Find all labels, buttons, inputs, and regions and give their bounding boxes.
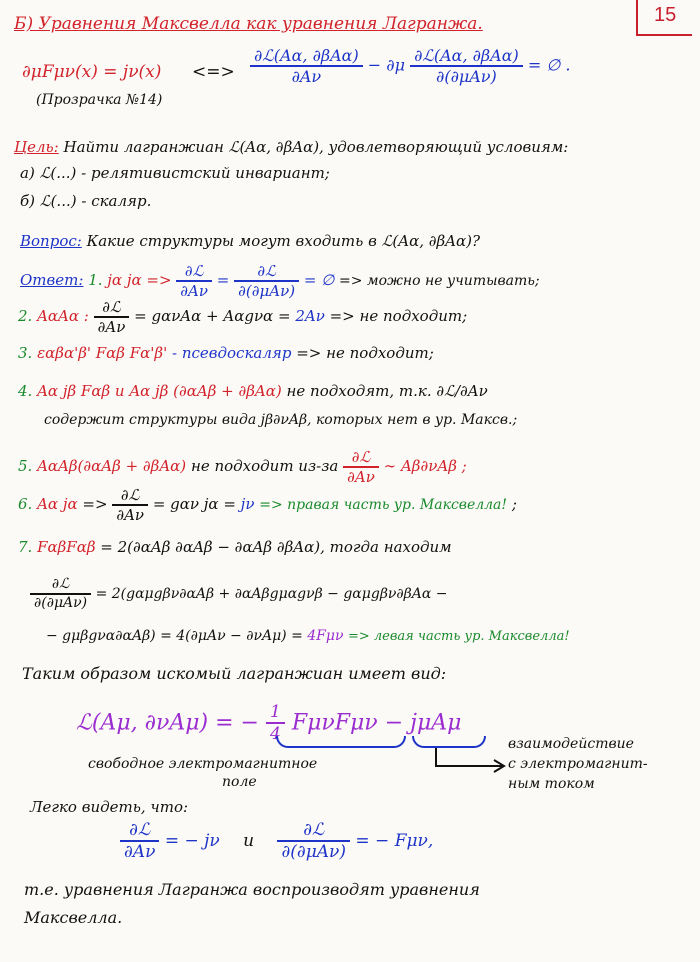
maxwell-equation: ∂μFμν(x) = jν(x) [22, 62, 162, 82]
lagrangian-interaction-term: jμAμ [410, 710, 462, 736]
item6-fraction-den: ∂Aν [116, 506, 145, 524]
closing-line-1: т.е. уравнения Лагранжа воспроизводят уравнения [24, 880, 480, 899]
condition-a: а) ℒ(...) - релятивистский инвариант; [20, 164, 330, 182]
item1-equals: = [216, 271, 230, 289]
lagrangian-coef-den: 4 [269, 724, 281, 745]
item5-fraction-den: ∂Aν [347, 468, 375, 486]
lagrange-equation [250, 46, 570, 86]
lagrange-term1-numerator: ∂ℒ(Aα, ∂βAα) [250, 46, 363, 67]
item1-result: = ∅ [303, 271, 335, 289]
item6-end: ; [511, 495, 517, 513]
item2-expression: AαAα : [37, 307, 89, 325]
interaction-label-3: ным током [508, 776, 595, 792]
final-frac1-num: ∂ℒ [120, 820, 159, 842]
equivalence-arrow: <=> [192, 62, 235, 82]
question-text: Какие структуры могут входить в ℒ(Aα, ∂βAα)? [86, 232, 481, 250]
item6-fraction [112, 486, 148, 524]
item1-fraction2 [234, 262, 299, 300]
lagrange-term2-denominator: ∂(∂μAν) [436, 67, 497, 87]
final-frac1-den: ∂Aν [124, 842, 156, 863]
lagrange-term1-fraction [250, 46, 363, 86]
item5-text: не подходит из-за [190, 457, 339, 475]
interaction-label-2: с электромагнит- [508, 756, 648, 772]
item3-text: => не подходит; [296, 344, 434, 362]
final-eq2: = − Fμν, [355, 830, 434, 851]
item7-number: 7. [18, 538, 33, 556]
item7-line3-text: − gμβgνα∂αAβ) = 4(∂μAν − ∂νAμ) = [46, 628, 303, 644]
item6-mid: = gαν jα = [152, 495, 236, 513]
goal-label: Цель: [14, 138, 59, 156]
item7-line2 [30, 576, 448, 612]
section-title: Б) Уравнения Максвелла как уравнения Лагранжа. [14, 14, 483, 34]
item1-fraction-num: ∂ℒ [176, 262, 212, 282]
item2-number: 2. [18, 307, 33, 325]
final-frac2-den: ∂(∂μAν) [281, 842, 346, 863]
page-number: 15 [654, 4, 677, 26]
answer-item-4 [18, 382, 488, 400]
answer-item-5 [18, 448, 467, 486]
item7-fraction [30, 576, 91, 612]
item2-text: => не подходит; [329, 307, 468, 325]
closing-line-2: Максвелла. [24, 908, 123, 927]
item1-fraction2-den: ∂(∂μAν) [238, 282, 296, 300]
item6-j: jν [240, 495, 255, 513]
item3-expression: εαβα'β' Fαβ Fα'β' [37, 344, 168, 362]
item1-fraction [176, 262, 212, 300]
answer-item-2 [18, 298, 467, 336]
item3-pseudoscalar: псевдоскаляр [181, 344, 292, 362]
lagrangian-field-term: FμνFμν [291, 710, 378, 736]
final-frac2-num: ∂ℒ [277, 820, 350, 842]
goal-text: Найти лагранжиан ℒ(Aα, ∂βAα), удовлетворяющий условиям: [63, 138, 569, 156]
item4-expression: Aα jβ Fαβ и Aα jβ (∂αAβ + ∂βAα) [37, 382, 282, 400]
conclusion-line: Таким образом искомый лагранжиан имеет вид: [22, 664, 447, 683]
item4-line2: содержит структуры вида jβ∂νAβ, которых нет в ур. Максв.; [44, 412, 518, 428]
final-frac2 [277, 820, 350, 863]
item5-expression: AαAβ(∂αAβ + ∂βAα) [37, 457, 187, 475]
answer-item-7 [18, 538, 452, 556]
item6-expression: Aα jα [37, 495, 78, 513]
item2-rhs: = gανAα + Aαgνα = [134, 307, 291, 325]
item4-number: 4. [18, 382, 33, 400]
item7-tail: => левая часть ур. Максвелла! [347, 629, 570, 644]
free-field-brace [276, 736, 406, 748]
item6-text: => правая часть ур. Максвелла! [259, 497, 508, 513]
goal-line [14, 138, 568, 156]
item1-text: => можно не учитывать; [339, 273, 540, 289]
answer-item-1 [20, 262, 540, 300]
item2-result: 2Aν [295, 307, 325, 325]
item7-line3 [46, 628, 570, 644]
lagrange-rhs: = ∅ . [527, 55, 571, 75]
item5-tail: ∼ Aβ∂νAβ ; [383, 457, 467, 475]
item1-fraction2-num: ∂ℒ [234, 262, 299, 282]
item6-fraction-num: ∂ℒ [112, 486, 148, 506]
easy-to-see: Легко видеть, что: [30, 798, 189, 816]
item7-result: 4Fμν [307, 628, 344, 644]
item1-fraction-den: ∂Aν [180, 282, 209, 300]
item2-fraction [94, 298, 130, 336]
item5-number: 5. [18, 457, 33, 475]
item7-text: тогда находим [329, 538, 452, 556]
item2-fraction-num: ∂ℒ [94, 298, 130, 318]
item5-fraction [343, 448, 379, 486]
final-frac1 [120, 820, 159, 863]
item6-number: 6. [18, 495, 33, 513]
answer-item-3 [18, 344, 434, 362]
free-field-label-2: поле [222, 774, 257, 790]
item7-line2-text: = 2(gαμgβν∂αAβ + ∂αAβgμαgνβ − gαμgβν∂βAα − [95, 585, 448, 602]
item2-fraction-den: ∂Aν [97, 318, 126, 336]
item7-expression: FαβFαβ [37, 538, 96, 556]
final-eq1: = − jν [164, 830, 220, 851]
lagrange-term2-fraction [410, 46, 523, 86]
item6-arrow: => [82, 495, 108, 513]
item5-fraction-num: ∂ℒ [343, 448, 379, 468]
question-label: Вопрос: [20, 232, 82, 250]
answer-label: Ответ: [20, 271, 84, 289]
lagrangian-coef-num: 1 [266, 702, 285, 724]
lagrange-term2-numerator: ∂ℒ(Aα, ∂βAα) [410, 46, 523, 67]
final-derivatives [120, 820, 433, 863]
lagrangian-lhs: ℒ(Aμ, ∂νAμ) = − [76, 710, 259, 736]
free-field-label-1: свободное электромагнитное [88, 756, 318, 772]
answer-item-6 [18, 486, 517, 524]
item7-fraction-num: ∂ℒ [30, 576, 91, 595]
item3-dash: - [171, 344, 178, 362]
item4-text: не подходят, т.к. ∂ℒ/∂Aν [286, 382, 488, 400]
interaction-arrow [432, 746, 512, 776]
item3-number: 3. [18, 344, 33, 362]
lagrange-term1-denominator: ∂Aν [291, 67, 322, 87]
question-line [20, 232, 480, 250]
interaction-label-1: взаимодействие [508, 736, 634, 752]
item7-fraction-den: ∂(∂μAν) [34, 594, 88, 611]
item1-number: 1. [88, 271, 103, 289]
lagrange-minus-dmu: − ∂μ [367, 55, 405, 75]
condition-b: б) ℒ(...) - скаляр. [20, 192, 152, 210]
item1-expression: jα jα => [107, 271, 172, 289]
transparency-reference: (Прозрачка №14) [36, 92, 163, 108]
lagrangian-minus: − [384, 710, 404, 736]
item7-rhs: = 2(∂αAβ ∂αAβ − ∂αAβ ∂βAα), [100, 538, 325, 556]
final-and: и [243, 830, 255, 851]
